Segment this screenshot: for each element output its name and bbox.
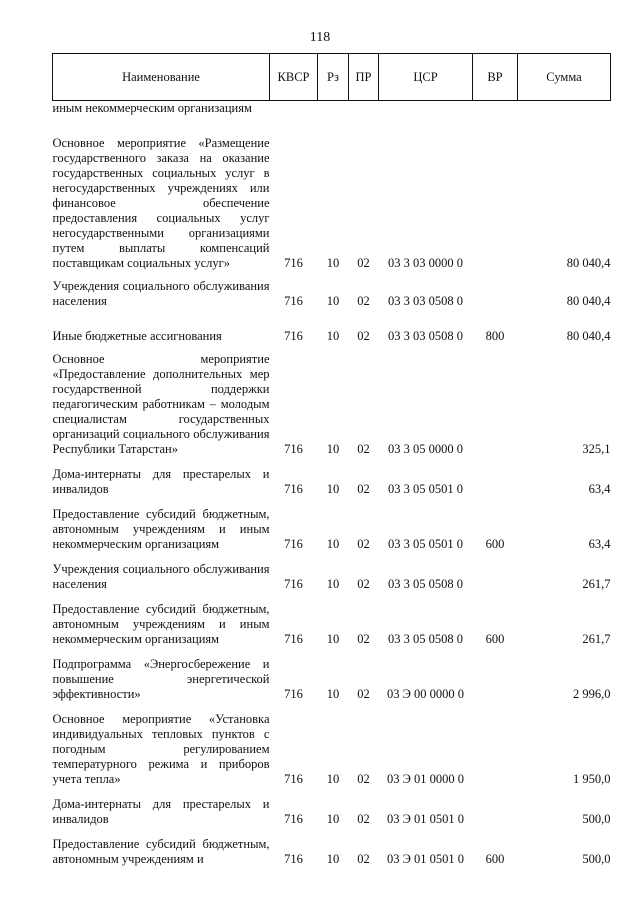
row-pr: 02 bbox=[357, 256, 370, 270]
row-rz: 10 bbox=[326, 482, 340, 496]
row-csr: 03 3 05 0000 0 bbox=[388, 442, 463, 456]
row-vr bbox=[473, 101, 518, 117]
row-pr: 02 bbox=[357, 687, 370, 701]
row-kvsr bbox=[270, 101, 318, 117]
row-rz: 10 bbox=[326, 772, 340, 786]
row-name: Предоставление субсидий бюджетным, автономным учреждениям и иным некоммерческим организациям bbox=[52, 507, 270, 551]
row-csr: 03 3 03 0508 0 bbox=[388, 294, 463, 308]
table-row bbox=[53, 116, 611, 271]
row-csr: 03 3 05 0508 0 bbox=[388, 632, 463, 646]
table-row bbox=[53, 647, 611, 702]
table-row bbox=[53, 101, 611, 117]
row-kvsr: 716 bbox=[284, 687, 303, 701]
row-name: Предоставление субсидий бюджетным, автономным учреждениям и иным некоммерческим организациям bbox=[52, 602, 270, 646]
row-rz: 10 bbox=[326, 442, 340, 456]
row-kvsr: 716 bbox=[284, 577, 303, 591]
row-csr: 03 Э 01 0000 0 bbox=[386, 772, 464, 786]
row-sum: 80 040,4 bbox=[566, 329, 611, 343]
row-rz: 10 bbox=[326, 256, 340, 270]
table-row bbox=[53, 702, 611, 787]
table-row bbox=[53, 787, 611, 827]
row-name: Основное мероприятие «Установка индивидуальных тепловых пунктов с погодным регулированием температурного режима и приборов учета тепла» bbox=[52, 712, 270, 786]
row-sum bbox=[518, 101, 611, 117]
row-sum: 63,4 bbox=[588, 537, 611, 551]
row-vr bbox=[473, 271, 518, 309]
row-rz: 10 bbox=[326, 329, 340, 343]
row-sum: 261,7 bbox=[582, 632, 611, 646]
row-name: Основное мероприятие «Размещение государственного заказа на оказание государственных социальных услуг в негосударственных учреждениях или финансовое обеспечение предоставления социальных услуг негосударственными организациями путем выплаты компенсаций поставщикам социальных услуг» bbox=[52, 136, 270, 270]
row-vr: 600 bbox=[485, 537, 505, 551]
row-rz: 10 bbox=[326, 632, 340, 646]
row-pr: 02 bbox=[357, 482, 370, 496]
table-row bbox=[53, 592, 611, 647]
row-pr: 02 bbox=[357, 577, 370, 591]
table-row bbox=[53, 457, 611, 497]
row-csr: 03 Э 01 0501 0 bbox=[386, 852, 464, 866]
row-sum: 500,0 bbox=[582, 812, 611, 826]
budget-table bbox=[52, 53, 611, 867]
row-name: Иные бюджетные ассигнования bbox=[52, 329, 222, 343]
row-pr: 02 bbox=[357, 772, 370, 786]
row-name: Дома-интернаты для престарелых и инвалидов bbox=[52, 797, 270, 826]
row-vr bbox=[473, 344, 518, 457]
header-pr: ПР bbox=[349, 54, 379, 101]
row-vr bbox=[473, 116, 518, 271]
row-kvsr: 716 bbox=[284, 632, 303, 646]
row-kvsr: 716 bbox=[284, 812, 303, 826]
row-kvsr: 716 bbox=[284, 442, 303, 456]
row-vr: 600 bbox=[485, 632, 505, 646]
row-kvsr: 716 bbox=[284, 537, 303, 551]
row-csr: 03 Э 01 0501 0 bbox=[386, 812, 464, 826]
row-rz: 10 bbox=[326, 852, 340, 866]
row-pr: 02 bbox=[357, 442, 370, 456]
row-kvsr: 716 bbox=[284, 256, 303, 270]
row-csr: 03 3 05 0501 0 bbox=[388, 537, 463, 551]
row-rz: 10 bbox=[326, 577, 340, 591]
row-vr bbox=[473, 457, 518, 497]
row-rz: 10 bbox=[326, 537, 340, 551]
row-kvsr: 716 bbox=[284, 852, 303, 866]
row-rz bbox=[318, 101, 349, 117]
row-kvsr: 716 bbox=[284, 294, 303, 308]
row-csr: 03 Э 00 0000 0 bbox=[386, 687, 464, 701]
row-csr: 03 3 05 0501 0 bbox=[388, 482, 463, 496]
table-row bbox=[53, 497, 611, 552]
header-csr: ЦСР bbox=[379, 54, 473, 101]
row-vr bbox=[473, 702, 518, 787]
table-row bbox=[53, 827, 611, 867]
row-name: Учреждения социального обслуживания населения bbox=[52, 279, 270, 308]
row-pr: 02 bbox=[357, 294, 370, 308]
row-pr bbox=[349, 101, 379, 117]
row-sum: 80 040,4 bbox=[566, 294, 611, 308]
row-name: Основное мероприятие «Предоставление дополнительных мер государственной поддержки педагогическим работникам – молодым специалистам государственных организаций социального обслуживания Республики Татарстан» bbox=[52, 352, 270, 456]
row-csr bbox=[379, 101, 473, 117]
table-row bbox=[53, 309, 611, 344]
row-sum: 2 996,0 bbox=[573, 687, 611, 701]
row-sum: 261,7 bbox=[582, 577, 611, 591]
row-kvsr: 716 bbox=[284, 772, 303, 786]
row-vr bbox=[473, 647, 518, 702]
row-name: Подпрограмма «Энергосбережение и повышение энергетической эффективности» bbox=[52, 657, 270, 701]
row-rz: 10 bbox=[326, 812, 340, 826]
row-sum: 500,0 bbox=[582, 852, 611, 866]
table-row bbox=[53, 552, 611, 592]
row-vr bbox=[473, 787, 518, 827]
header-rz: Рз bbox=[318, 54, 349, 101]
row-kvsr: 716 bbox=[284, 482, 303, 496]
row-vr: 600 bbox=[485, 852, 505, 866]
row-pr: 02 bbox=[357, 812, 370, 826]
row-pr: 02 bbox=[357, 329, 370, 343]
table-row bbox=[53, 271, 611, 309]
page-number: 118 bbox=[309, 30, 331, 45]
row-name: Учреждения социального обслуживания населения bbox=[52, 562, 270, 591]
table-header-row bbox=[53, 54, 611, 101]
header-name: Наименование bbox=[53, 54, 270, 101]
row-pr: 02 bbox=[357, 632, 370, 646]
row-rz: 10 bbox=[326, 294, 340, 308]
row-csr: 03 3 03 0000 0 bbox=[388, 256, 463, 270]
row-name: Предоставление субсидий бюджетным, автономным учреждениям и bbox=[52, 837, 270, 866]
header-sum: Сумма bbox=[518, 54, 611, 101]
row-pr: 02 bbox=[357, 537, 370, 551]
row-kvsr: 716 bbox=[284, 329, 303, 343]
row-pr: 02 bbox=[357, 852, 370, 866]
row-sum: 1 950,0 bbox=[573, 772, 611, 786]
row-sum: 63,4 bbox=[588, 482, 611, 496]
header-kvsr: КВСР bbox=[270, 54, 318, 101]
table-row bbox=[53, 344, 611, 457]
row-csr: 03 3 05 0508 0 bbox=[388, 577, 463, 591]
row-csr: 03 3 03 0508 0 bbox=[388, 329, 463, 343]
row-sum: 80 040,4 bbox=[566, 256, 611, 270]
row-vr bbox=[473, 552, 518, 592]
row-name: иным некоммерческим организациям bbox=[52, 101, 252, 115]
row-sum: 325,1 bbox=[582, 442, 611, 456]
header-vr: ВР bbox=[473, 54, 518, 101]
row-name: Дома-интернаты для престарелых и инвалидов bbox=[52, 467, 270, 496]
row-rz: 10 bbox=[326, 687, 340, 701]
row-vr: 800 bbox=[485, 329, 505, 343]
